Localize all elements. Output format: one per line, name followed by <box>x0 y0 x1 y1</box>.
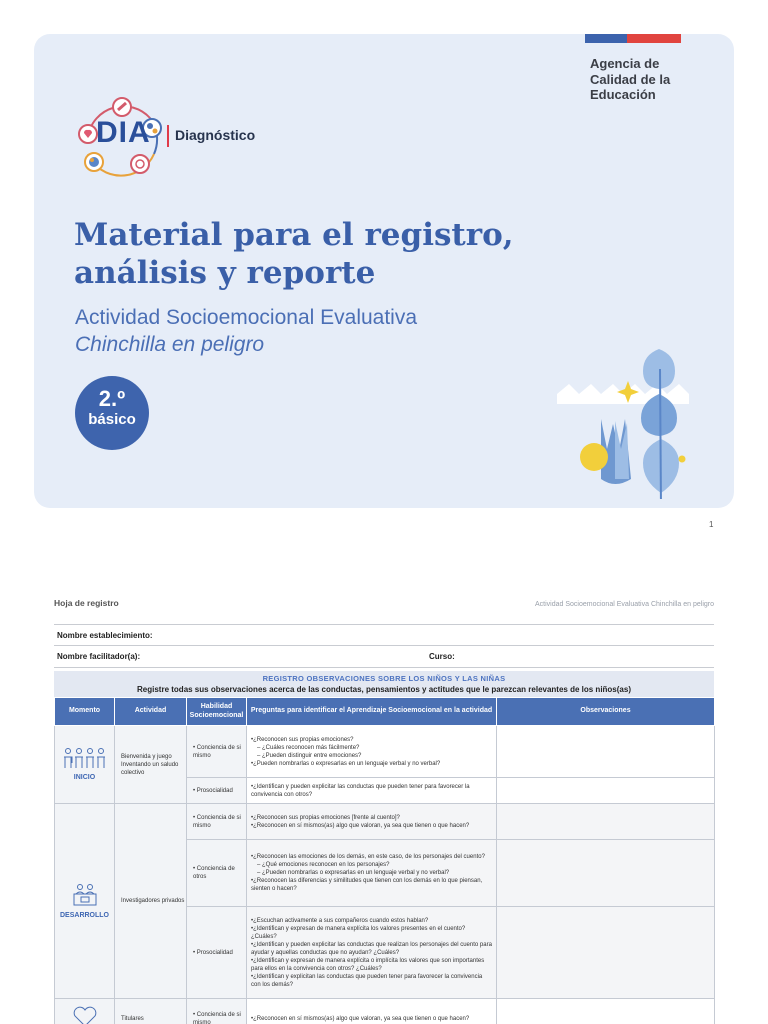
question: •¿Reconocen en sí mismos(as) algo que valoran, ya sea que tienen o que hacen? <box>251 1015 470 1022</box>
flag-blue-segment <box>585 34 627 43</box>
preguntas-cell <box>247 840 497 907</box>
momento-cierre <box>55 999 115 1024</box>
habilidad-cell: • Conciencia de otros <box>187 840 247 907</box>
preguntas-cell <box>247 907 497 999</box>
observations-cell[interactable] <box>497 804 715 840</box>
question: – ¿Pueden nombrarlas o expresarlas en un lenguaje verbal y no verbal? <box>257 870 450 876</box>
question: •¿Identifican y expresan de manera explícita o implícita los valores que son importantes para ellos en la convivencia con otros? ¿Cuáles? <box>251 957 485 972</box>
agency-line-3: Educación <box>590 87 656 102</box>
question: •¿Reconocen en sí mismos(as) algo que valoran, ya sea que tienen o que hacen? <box>251 822 470 829</box>
question: •¿Identifican y explicitan las conductas que pueden tener para favorecer la convivencia con los demás? <box>251 973 483 988</box>
col-actividad: Actividad <box>115 698 187 726</box>
col-observaciones: Observaciones <box>497 698 715 726</box>
question: •¿Escuchan activamente a sus compañeros cuando estos hablan? <box>251 917 429 924</box>
preguntas-cell <box>247 778 497 804</box>
observations-banner <box>54 671 714 697</box>
actividad-cierre: Titulares <box>115 999 187 1024</box>
question: – ¿Cuáles reconocen más fácilmente? <box>257 744 360 751</box>
agency-line-2: Calidad de la <box>590 71 671 87</box>
observations-table <box>54 697 715 1024</box>
observations-cell[interactable] <box>497 999 715 1024</box>
question: •¿Identifican y pueden explicitar las conductas que pueden tener para favorecer la convivencia con otros? <box>251 783 470 798</box>
page-title <box>74 216 634 292</box>
flag-stripe <box>585 34 681 43</box>
momento-desarrollo-label: DESARROLLO <box>60 911 109 919</box>
heart-icon <box>71 1006 99 1024</box>
question: – ¿Qué emociones reconocen en los personajes? <box>257 862 390 868</box>
field-facilitador-label: Nombre facilitador(a): <box>57 652 141 661</box>
title-line-1: Material para el registro, <box>74 217 514 253</box>
grade-number: 2.º <box>98 386 126 411</box>
investigators-desk-icon <box>71 883 99 907</box>
question: •¿Identifican y pueden explicitar las conductas que realizan los personajes del cuento para ayudar y aquellas conductas que no ayudan? ¿Cuáles? <box>251 941 492 956</box>
banner-title: REGISTRO OBSERVACIONES SOBRE LOS NIÑOS Y LAS NIÑAS <box>262 674 506 683</box>
question: •¿Reconocen las diferencias y similitudes que tienen con los demás en lo que piensan, sienten o hacen? <box>251 878 483 892</box>
sheet-header-title: Hoja de registro <box>54 598 119 608</box>
habilidad-cell: • Conciencia de si mismo <box>187 999 247 1024</box>
observations-cell[interactable] <box>497 778 715 804</box>
field-curso-label: Curso: <box>429 652 455 661</box>
logo-label: Diagnóstico <box>175 127 256 143</box>
col-habilidad: Habilidad Socioemocional <box>187 698 247 726</box>
momento-inicio <box>55 726 115 804</box>
observations-cell[interactable] <box>497 840 715 907</box>
preguntas-cell <box>247 726 497 778</box>
actividad-desarrollo: Investigadores privados <box>115 804 187 999</box>
table-header-row <box>55 698 715 726</box>
grade-badge <box>75 376 149 450</box>
grade-level: básico <box>88 411 136 428</box>
question: •¿Identifican y expresan de manera explícita los valores presentes en el cuento? ¿Cuáles? <box>251 925 466 940</box>
subtitle: Actividad Socioemocional Evaluativa <box>75 306 418 329</box>
table-row <box>55 726 715 778</box>
field-establecimiento-label: Nombre establecimiento: <box>57 630 153 640</box>
question: – ¿Pueden distinguir entre emociones? <box>257 752 362 759</box>
question: •¿Pueden nombrarlas o expresarlas en un lenguaje verbal y no verbal? <box>251 760 441 767</box>
col-preguntas: Preguntas para identificar el Aprendizaje Socioemocional en la actividad <box>247 698 497 726</box>
field-facilitador[interactable] <box>54 646 714 668</box>
dia-logo <box>74 96 274 180</box>
question: •¿Reconocen las emociones de los demás, en este caso, de los personajes del cuento? <box>251 854 485 860</box>
agency-line-1: Agencia de <box>590 56 660 71</box>
people-group-icon <box>62 747 108 769</box>
habilidad-cell: • Prosocialidad <box>187 907 247 999</box>
title-line-2: análisis y reporte <box>74 255 376 291</box>
col-momento: Momento <box>55 698 115 726</box>
momento-inicio-label: INICIO <box>73 774 96 781</box>
table-row <box>55 804 715 840</box>
habilidad-cell: • Conciencia de si mismo <box>187 804 247 840</box>
sheet-header-activity: Actividad Socioemocional Evaluativa Chinchilla en peligro <box>535 601 714 608</box>
preguntas-cell <box>247 999 497 1024</box>
register-sheet <box>54 598 714 1024</box>
flag-red-segment <box>627 34 681 43</box>
habilidad-cell: • Prosocialidad <box>187 778 247 804</box>
cover-card <box>34 34 734 508</box>
actividad-inicio: Bienvenida y juego Inventando un saludo colectivo <box>115 726 187 804</box>
table-row <box>55 999 715 1024</box>
momento-desarrollo <box>55 804 115 999</box>
question: •¿Reconocen sus propias emociones [frente al cuento]? <box>251 814 400 821</box>
preguntas-cell <box>247 804 497 840</box>
agency-name <box>590 56 710 103</box>
observations-cell[interactable] <box>497 726 715 778</box>
logo-divider <box>167 125 169 147</box>
page-number: 1 <box>709 520 714 529</box>
subtitle-italic: Chinchilla en peligro <box>75 333 265 356</box>
observations-cell[interactable] <box>497 907 715 999</box>
sheet-header <box>54 598 714 614</box>
banner-instructions: Registre todas sus observaciones acerca de las conductas, pensamientos y actitudes que le parezcan relevantes de los niños(as) <box>137 685 631 694</box>
question: •¿Reconocen sus propias emociones? <box>251 736 354 743</box>
field-establecimiento[interactable] <box>54 624 714 646</box>
dia-logo-text: DIA <box>96 116 151 149</box>
habilidad-cell: • Conciencia de si mismo <box>187 726 247 778</box>
plant-illustration-icon <box>549 339 709 499</box>
